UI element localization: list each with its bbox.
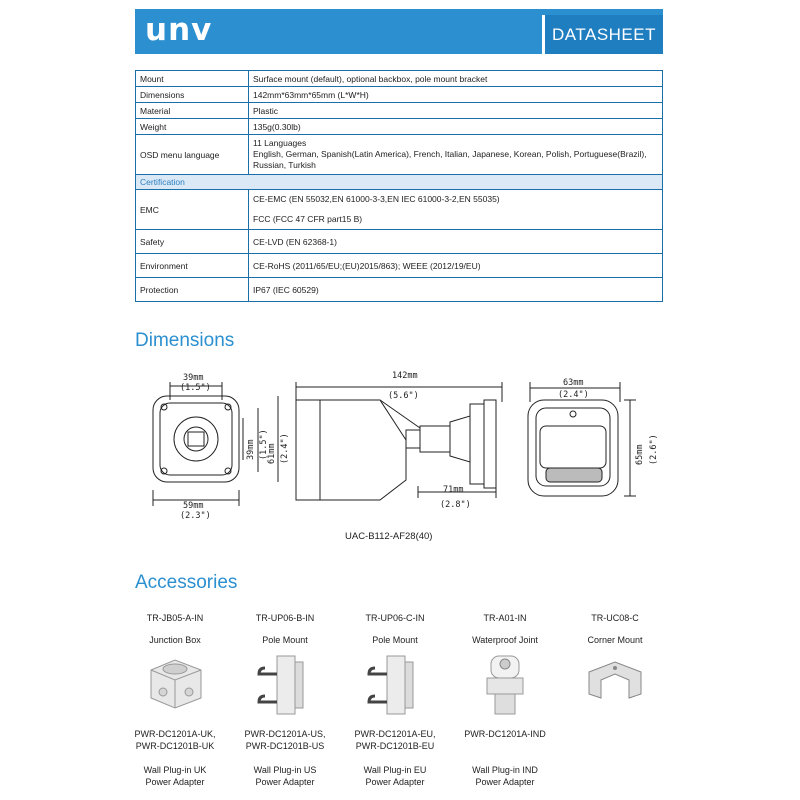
power-adapter-model: PWR-DC1201A-EU, (354, 729, 436, 739)
front-h1-mm: 39mm (246, 439, 256, 460)
spec-value (249, 190, 663, 230)
accessory-item (450, 612, 560, 787)
spec-row (136, 119, 663, 135)
spec-key: Weight (136, 119, 249, 135)
accessory-name: Pole Mount (372, 635, 418, 645)
pole-mount-icon (365, 652, 425, 722)
spec-section-label: Certification (136, 175, 663, 190)
power-adapter-model: PWR-DC1201B-EU (355, 741, 435, 751)
front-width-in: (1.5") (180, 383, 211, 393)
accessory-name: Junction Box (149, 635, 201, 645)
power-adapter-desc (340, 764, 450, 788)
power-adapter-desc-line: Power Adapter (255, 777, 315, 787)
power-adapter-models (340, 728, 450, 752)
spec-value: CE-LVD (EN 62368-1) (249, 230, 663, 254)
unv-logo-icon (143, 10, 213, 46)
waterproof-joint-icon (475, 652, 535, 722)
spec-value: CE-RoHS (2011/65/EU;(EU)2015/863); WEEE (2012/19/EU) (249, 254, 663, 278)
rear-height-mm: 65mm (635, 444, 645, 465)
spec-value: Surface mount (default), optional backbox, pole mount bracket (249, 71, 663, 87)
accessory-code: TR-A01-IN (483, 613, 527, 623)
spec-value: 135g(0.30lb) (249, 119, 663, 135)
spec-value-line: Russian, Turkish (253, 160, 316, 170)
spec-section-row (136, 175, 663, 190)
rear-width-in: (2.4") (558, 390, 589, 400)
power-adapter-model: PWR-DC1201B-UK (135, 741, 215, 751)
power-adapter-desc (230, 764, 340, 788)
spec-key: Material (136, 103, 249, 119)
front-bottom-mm: 59mm (183, 501, 204, 511)
accessory-name: Corner Mount (587, 635, 643, 645)
spec-value-line: CE-EMC (EN 55032,EN 61000-3-3,EN IEC 61000-3-2,EN 55035) (253, 194, 500, 204)
accessories-title: Accessories (135, 572, 238, 593)
svg-text:unv: unv (145, 12, 213, 46)
side-length-mm: 142mm (392, 371, 418, 381)
rear-height-in: (2.6") (649, 434, 659, 465)
side-base-in: (2.8") (440, 500, 471, 510)
spec-value: Plastic (249, 103, 663, 119)
power-adapter-desc-line: Power Adapter (145, 777, 205, 787)
spec-row (136, 278, 663, 302)
dimensions-drawing (0, 360, 800, 530)
dimensions-title: Dimensions (135, 330, 235, 351)
spec-row (136, 87, 663, 103)
spec-row (136, 71, 663, 87)
accessory-item (560, 612, 670, 645)
header-banner (135, 9, 663, 54)
power-adapter-desc-line: Wall Plug-in US (253, 765, 317, 775)
front-h2-in: (2.4") (280, 433, 290, 464)
power-adapter-models (230, 728, 340, 752)
corner-mount-icon (585, 652, 645, 722)
power-adapter-models (450, 728, 560, 740)
spec-value: 142mm*63mm*65mm (L*W*H) (249, 87, 663, 103)
front-h1-in: (1.5") (259, 429, 269, 460)
spec-value-line: English, German, Spanish(Latin America), French, Italian, Japanese, Korean, Polish, Portuguese(Brazil), (253, 149, 647, 159)
model-number: UAC-B112-AF28(40) (345, 531, 433, 542)
spec-row (136, 254, 663, 278)
spec-value-line: FCC (FCC 47 CFR part15 B) (253, 214, 363, 224)
pole-mount-icon (255, 652, 315, 722)
accessory-item (120, 612, 230, 787)
power-adapter-model: PWR-DC1201A-IND (464, 729, 546, 739)
power-adapter-model: PWR-DC1201A-UK, (134, 729, 216, 739)
accessory-code: TR-JB05-A-IN (146, 613, 204, 623)
power-adapter-model: PWR-DC1201A-US, (244, 729, 326, 739)
spec-row (136, 230, 663, 254)
accessory-code: TR-UP06-C-IN (365, 613, 425, 623)
power-adapter-desc-line: Wall Plug-in IND (472, 765, 538, 775)
rear-width-mm: 63mm (563, 378, 584, 388)
power-adapter-desc-line: Wall Plug-in UK (143, 765, 207, 775)
spec-row (136, 103, 663, 119)
accessory-item (340, 612, 450, 787)
power-adapter-models (120, 728, 230, 752)
spec-value-line: 11 Languages (253, 138, 307, 148)
power-adapter-model: PWR-DC1201B-US (245, 741, 325, 751)
power-adapter-desc (450, 764, 560, 788)
accessory-code: TR-UC08-C (591, 613, 639, 623)
side-length-in: (5.6") (388, 391, 419, 401)
accessory-code: TR-UP06-B-IN (255, 613, 315, 623)
accessory-name: Pole Mount (262, 635, 308, 645)
accessory-name: Waterproof Joint (472, 635, 538, 645)
front-h2-mm: 61mm (267, 443, 277, 464)
junction-box-icon (145, 652, 205, 722)
side-base-mm: 71mm (443, 485, 464, 495)
spec-key: Safety (136, 230, 249, 254)
accessory-item (230, 612, 340, 787)
front-bottom-in: (2.3") (180, 511, 211, 521)
brand-logo (143, 10, 213, 55)
spec-value (249, 135, 663, 175)
spec-row (136, 190, 663, 230)
front-width-mm: 39mm (183, 373, 204, 383)
spec-key: Dimensions (136, 87, 249, 103)
spec-key: OSD menu language (136, 135, 249, 175)
spec-row (136, 135, 663, 175)
spec-key: Protection (136, 278, 249, 302)
power-adapter-desc-line: Power Adapter (475, 777, 535, 787)
spec-key: Mount (136, 71, 249, 87)
power-adapter-desc (120, 764, 230, 788)
spec-key: Environment (136, 254, 249, 278)
power-adapter-desc-line: Power Adapter (365, 777, 425, 787)
spec-table (135, 70, 663, 302)
power-adapter-desc-line: Wall Plug-in EU (363, 765, 427, 775)
spec-key: EMC (136, 190, 249, 230)
datasheet-tab: DATASHEET (542, 15, 663, 54)
spec-value: IP67 (IEC 60529) (249, 278, 663, 302)
